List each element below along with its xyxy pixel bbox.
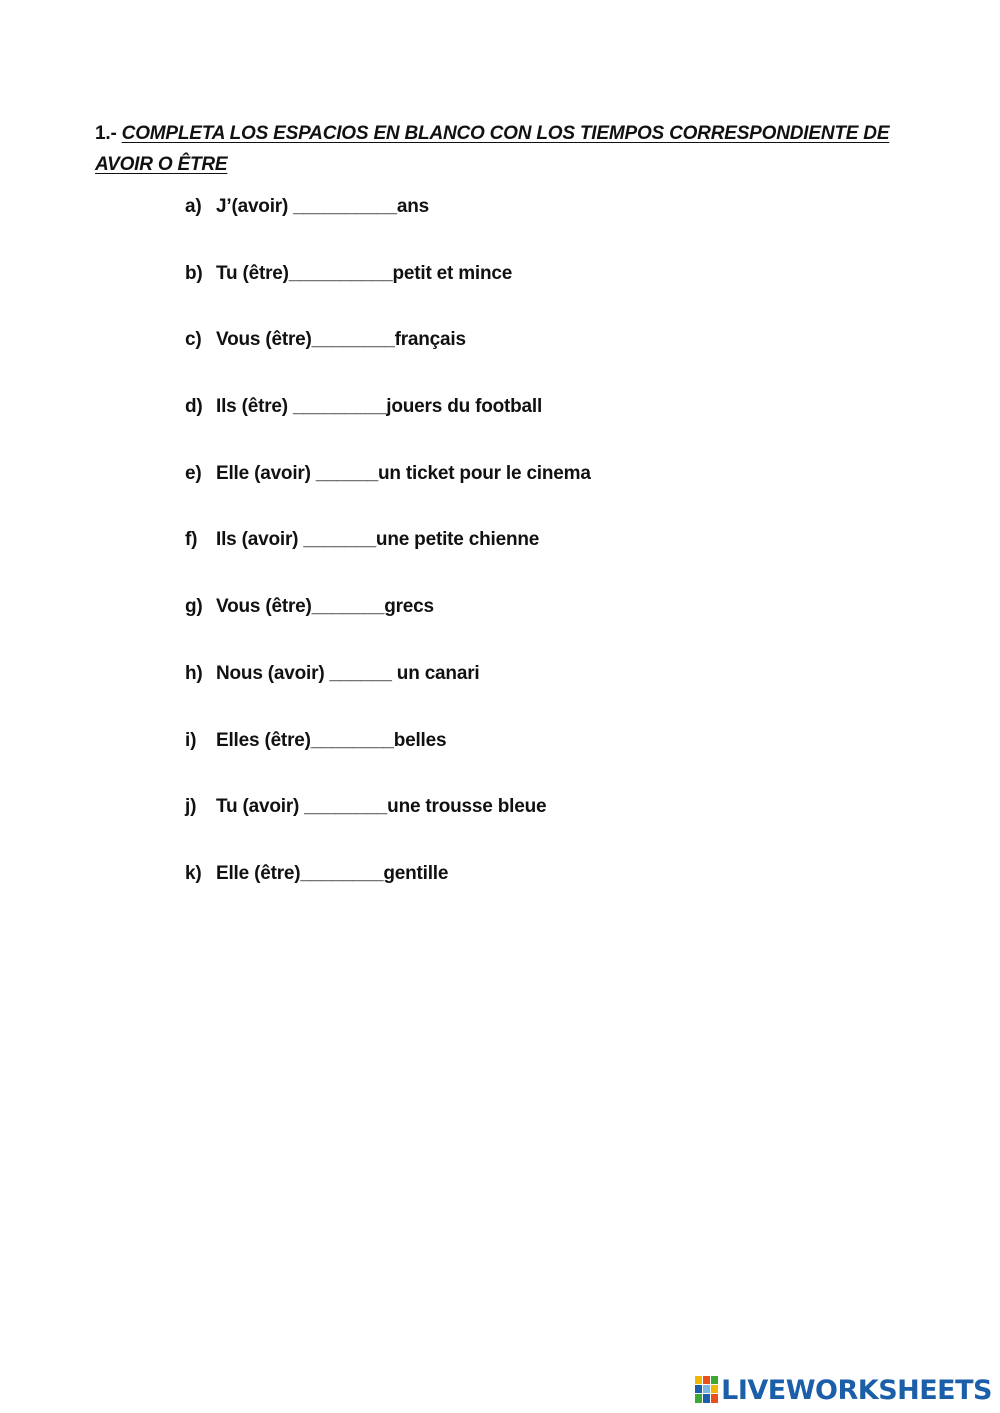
- exercise-instruction: [95, 118, 925, 180]
- item-sentence: Vous (être)_______grecs: [216, 596, 434, 618]
- list-item: [185, 796, 591, 863]
- list-item: [185, 463, 591, 530]
- item-sentence: Tu (être)__________petit et mince: [216, 262, 513, 284]
- item-letter: g): [185, 596, 203, 618]
- item-sentence: J’(avoir) __________ans: [216, 196, 430, 217]
- list-item: [185, 263, 591, 330]
- list-item: [185, 663, 591, 730]
- list-item: [185, 329, 591, 396]
- item-letter: b): [185, 262, 203, 284]
- exercise-number: 1.-: [95, 123, 117, 144]
- list-item: [185, 596, 591, 663]
- item-sentence: Tu (avoir) ________une trousse bleue: [216, 796, 547, 818]
- item-letter: c): [185, 329, 202, 351]
- item-sentence: Vous (être)________français: [216, 329, 466, 351]
- item-letter: k): [185, 862, 202, 884]
- instruction-text: COMPLETA LOS ESPACIOS EN BLANCO CON LOS TIEMPOS CORRESPONDIENTE DE AVOIR O ÊTRE: [95, 123, 890, 175]
- item-letter: j): [185, 796, 197, 818]
- list-item: [185, 730, 591, 797]
- item-sentence: Elle (avoir) ______un ticket pour le cinema: [216, 462, 591, 484]
- item-letter: e): [185, 462, 202, 484]
- item-sentence: Ils (être) _________jouers du football: [216, 396, 543, 418]
- list-item: [185, 196, 591, 263]
- item-letter: d): [185, 396, 203, 418]
- list-item: [185, 529, 591, 596]
- item-letter: f): [185, 529, 198, 551]
- logo-text: LIVEWORKSHEETS: [721, 1374, 992, 1406]
- item-letter: h): [185, 662, 203, 684]
- item-sentence: Ils (avoir) _______une petite chienne: [216, 529, 540, 551]
- list-item: [185, 863, 591, 930]
- item-sentence: Elle (être)________gentille: [216, 862, 449, 884]
- item-letter: a): [185, 196, 202, 217]
- item-sentence: Nous (avoir) ______ un canari: [216, 662, 480, 684]
- list-item: [185, 396, 591, 463]
- liveworksheets-logo: [695, 1373, 992, 1407]
- item-sentence: Elles (être)________belles: [216, 729, 447, 751]
- liveworksheets-logo-icon: [695, 1376, 719, 1404]
- item-letter: i): [185, 729, 197, 751]
- exercise-list: [185, 196, 591, 930]
